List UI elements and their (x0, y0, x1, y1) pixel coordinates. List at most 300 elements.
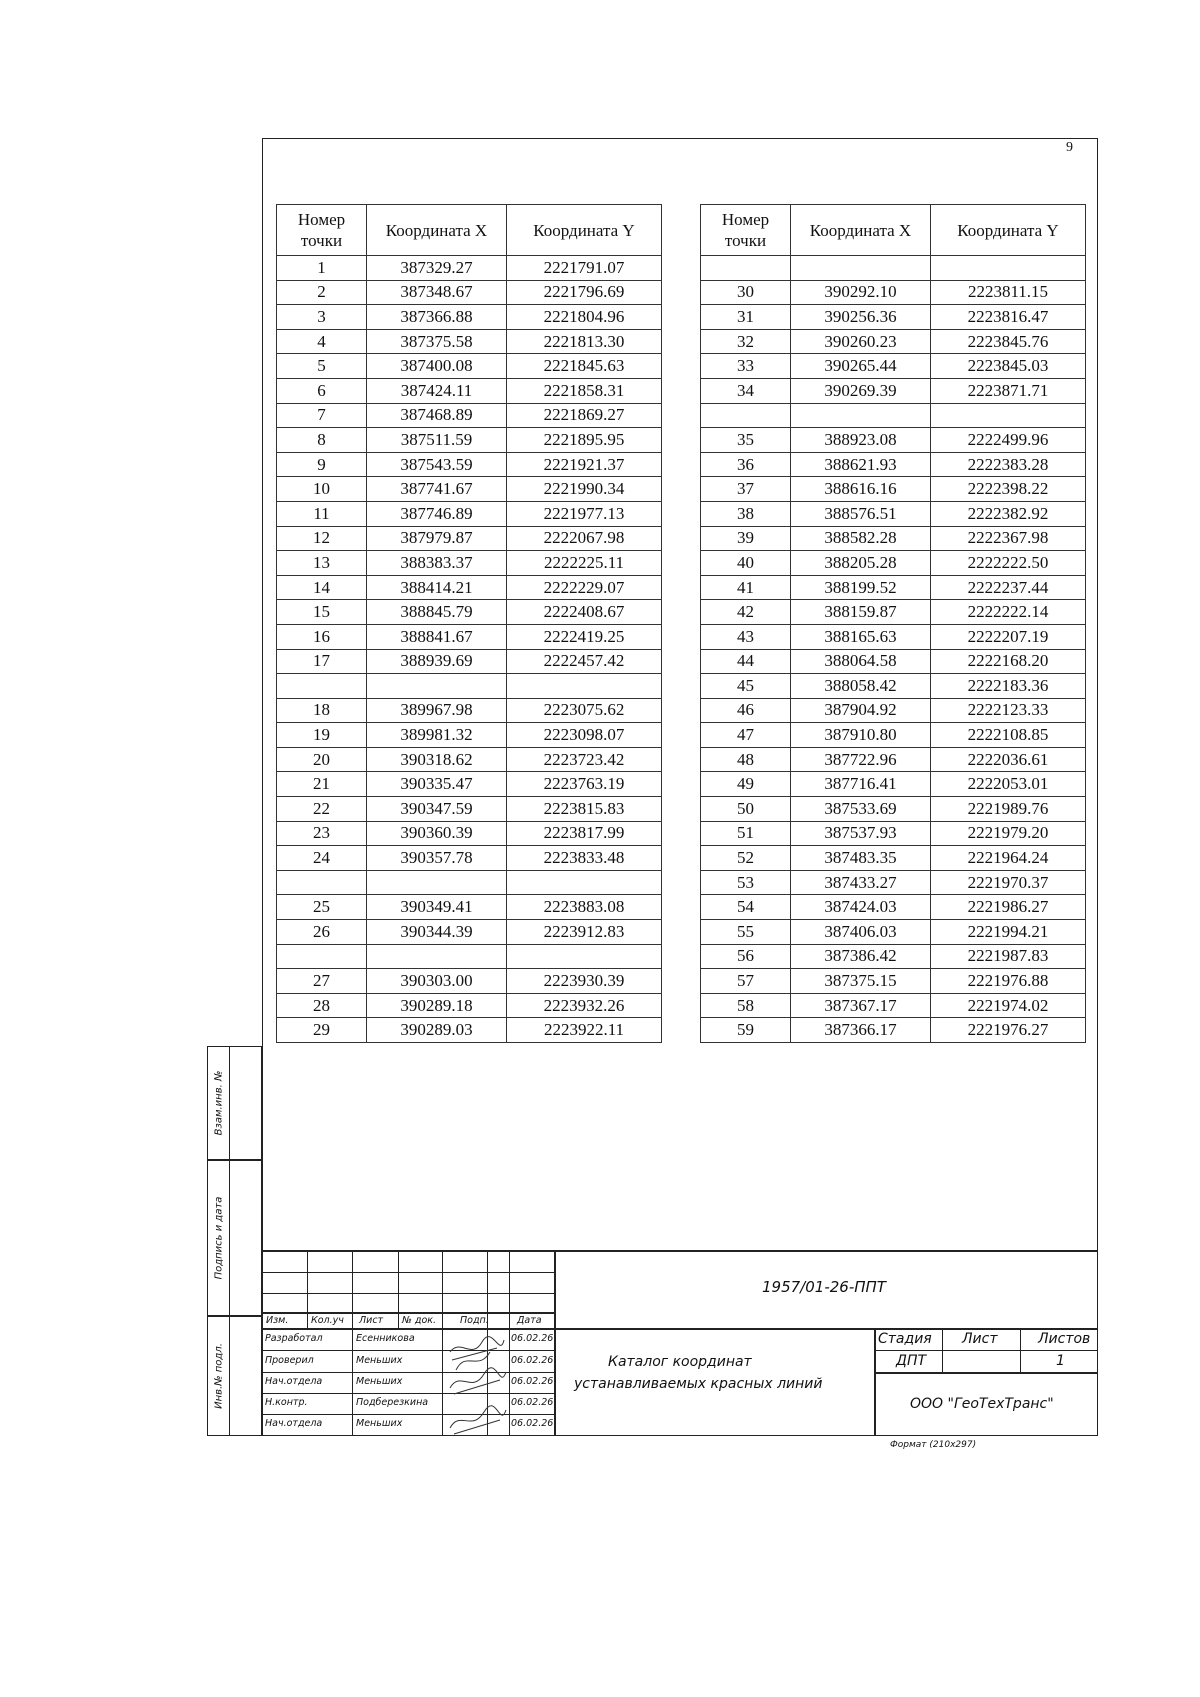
coord-y-cell: 2221987.83 (931, 944, 1086, 969)
coord-y-cell: 2221979.20 (931, 821, 1086, 846)
table-row (701, 920, 1086, 945)
table-row (701, 649, 1086, 674)
sheet-label: Лист (962, 1331, 998, 1347)
coord-x-cell: 387722.96 (791, 747, 931, 772)
table-row (277, 797, 662, 822)
table-row (701, 354, 1086, 379)
coord-x-cell: 390347.59 (367, 797, 507, 822)
coord-x-cell: 387375.15 (791, 969, 931, 994)
coord-x-cell: 388205.28 (791, 551, 931, 576)
coord-x-cell: 387910.80 (791, 723, 931, 748)
coord-x-cell: 387741.67 (367, 477, 507, 502)
point-number-cell: 54 (701, 895, 791, 920)
point-number-cell: 48 (701, 747, 791, 772)
coord-y-cell: 2221796.69 (507, 280, 662, 305)
coord-y-cell: 2221858.31 (507, 378, 662, 403)
point-number-cell: 10 (277, 477, 367, 502)
stage-value: ДПТ (896, 1353, 927, 1369)
table-row (277, 378, 662, 403)
coord-y-cell: 2222398.22 (931, 477, 1086, 502)
coord-y-cell: 2223815.83 (507, 797, 662, 822)
coord-y-cell: 2223763.19 (507, 772, 662, 797)
point-number-cell: 37 (701, 477, 791, 502)
role-3: Нач.отдела (265, 1376, 323, 1387)
point-number-cell: 41 (701, 575, 791, 600)
date-4: 06.02.26 (511, 1397, 554, 1408)
header-coord-y: Координата Y (507, 205, 662, 256)
point-number-cell: 17 (277, 649, 367, 674)
table-row (277, 870, 662, 895)
coord-x-cell: 390292.10 (791, 280, 931, 305)
coord-y-cell: 2221895.95 (507, 428, 662, 453)
table-row (701, 477, 1086, 502)
date-5: 06.02.26 (511, 1418, 554, 1429)
date-2: 06.02.26 (511, 1355, 554, 1366)
table-row (277, 477, 662, 502)
signature-scribble (442, 1330, 512, 1436)
point-number-cell: 55 (701, 920, 791, 945)
coord-y-cell (931, 403, 1086, 428)
coord-x-cell: 387386.42 (791, 944, 931, 969)
coord-x-cell: 388621.93 (791, 452, 931, 477)
coord-y-cell: 2221986.27 (931, 895, 1086, 920)
col-kol: Кол.уч (311, 1315, 344, 1326)
coord-x-cell: 387716.41 (791, 772, 931, 797)
table-row (701, 256, 1086, 281)
point-number-cell (701, 256, 791, 281)
coord-x-cell: 387375.58 (367, 329, 507, 354)
coord-y-cell: 2222183.36 (931, 674, 1086, 699)
table-row (277, 305, 662, 330)
table-row (701, 526, 1086, 551)
company-name: ООО "ГеоТехТранс" (910, 1396, 1054, 1412)
table-row (701, 551, 1086, 576)
coord-y-cell: 2223816.47 (931, 305, 1086, 330)
coord-x-cell: 388582.28 (791, 526, 931, 551)
coord-y-cell: 2221994.21 (931, 920, 1086, 945)
coord-x-cell: 387367.17 (791, 993, 931, 1018)
coord-y-cell: 2223098.07 (507, 723, 662, 748)
table-row (701, 772, 1086, 797)
role-1: Разработал (265, 1333, 323, 1344)
coord-x-cell (367, 944, 507, 969)
coord-y-cell: 2221845.63 (507, 354, 662, 379)
point-number-cell: 14 (277, 575, 367, 600)
table-header-row (277, 205, 662, 256)
coord-x-cell: 387746.89 (367, 501, 507, 526)
table-row (277, 895, 662, 920)
table-row (701, 305, 1086, 330)
table-row (701, 969, 1086, 994)
coord-x-cell: 390269.39 (791, 378, 931, 403)
coord-x-cell: 388414.21 (367, 575, 507, 600)
doc-title-line2: устанавливаемых красных линий (574, 1376, 823, 1392)
point-number-cell: 36 (701, 452, 791, 477)
coord-y-cell: 2222225.11 (507, 551, 662, 576)
coord-y-cell: 2222367.98 (931, 526, 1086, 551)
point-number-cell: 42 (701, 600, 791, 625)
coord-x-cell: 388165.63 (791, 624, 931, 649)
coord-y-cell: 2223930.39 (507, 969, 662, 994)
point-number-cell: 4 (277, 329, 367, 354)
table-row (277, 354, 662, 379)
point-number-cell: 8 (277, 428, 367, 453)
doc-code: 1957/01-26-ППТ (762, 1278, 886, 1296)
coord-y-cell: 2223932.26 (507, 993, 662, 1018)
point-number-cell: 49 (701, 772, 791, 797)
coord-x-cell (791, 256, 931, 281)
coord-y-cell: 2223871.71 (931, 378, 1086, 403)
point-number-cell: 51 (701, 821, 791, 846)
table-row (701, 624, 1086, 649)
coord-y-cell (507, 870, 662, 895)
point-number-cell (277, 674, 367, 699)
coord-x-cell: 388199.52 (791, 575, 931, 600)
coord-y-cell: 2222419.25 (507, 624, 662, 649)
point-number-cell: 6 (277, 378, 367, 403)
table-row (277, 501, 662, 526)
coord-x-cell: 388058.42 (791, 674, 931, 699)
coord-y-cell: 2222237.44 (931, 575, 1086, 600)
table-row (701, 1018, 1086, 1043)
point-number-cell: 2 (277, 280, 367, 305)
table-row (277, 624, 662, 649)
podpis-label: Подпись и дата (213, 1196, 224, 1280)
col-ndok: № док. (402, 1315, 437, 1326)
table-row (277, 329, 662, 354)
table-row (701, 600, 1086, 625)
table-row (277, 452, 662, 477)
point-number-cell: 11 (277, 501, 367, 526)
coord-y-cell: 2223833.48 (507, 846, 662, 871)
coord-x-cell: 390357.78 (367, 846, 507, 871)
vzam-label: Взам.инв. № (213, 1070, 224, 1136)
sheets-value: 1 (1056, 1353, 1065, 1369)
table-row (701, 993, 1086, 1018)
header-point-number: Номер точки (277, 205, 367, 256)
table-row (701, 378, 1086, 403)
table-row (277, 969, 662, 994)
table-row (701, 280, 1086, 305)
table-row (277, 723, 662, 748)
point-number-cell: 18 (277, 698, 367, 723)
coord-x-cell: 388383.37 (367, 551, 507, 576)
sheets-label: Листов (1038, 1331, 1091, 1347)
coord-x-cell: 390289.03 (367, 1018, 507, 1043)
point-number-cell: 34 (701, 378, 791, 403)
point-number-cell: 24 (277, 846, 367, 871)
table-row (277, 1018, 662, 1043)
table-row (277, 772, 662, 797)
coord-x-cell: 388939.69 (367, 649, 507, 674)
table-row (701, 674, 1086, 699)
coord-x-cell: 389967.98 (367, 698, 507, 723)
coord-y-cell: 2223912.83 (507, 920, 662, 945)
coordinates-table-left (276, 204, 662, 1043)
table-row (277, 993, 662, 1018)
name-3: Меньших (356, 1376, 403, 1387)
coord-y-cell: 2222053.01 (931, 772, 1086, 797)
point-number-cell: 44 (701, 649, 791, 674)
coord-y-cell: 2221869.27 (507, 403, 662, 428)
point-number-cell: 23 (277, 821, 367, 846)
coord-y-cell: 2222108.85 (931, 723, 1086, 748)
coord-x-cell: 387400.08 (367, 354, 507, 379)
point-number-cell: 13 (277, 551, 367, 576)
table-row (277, 821, 662, 846)
table-row (277, 551, 662, 576)
header-coord-y: Координата Y (931, 205, 1086, 256)
point-number-cell: 3 (277, 305, 367, 330)
point-number-cell: 40 (701, 551, 791, 576)
point-number-cell: 7 (277, 403, 367, 428)
coord-y-cell: 2221813.30 (507, 329, 662, 354)
coord-y-cell: 2221791.07 (507, 256, 662, 281)
table-row (277, 428, 662, 453)
coord-x-cell: 387424.03 (791, 895, 931, 920)
inv-cell (207, 1316, 262, 1436)
point-number-cell: 12 (277, 526, 367, 551)
table-row (277, 526, 662, 551)
coord-y-cell: 2222207.19 (931, 624, 1086, 649)
point-number-cell: 58 (701, 993, 791, 1018)
coord-y-cell: 2221921.37 (507, 452, 662, 477)
coord-y-cell: 2222036.61 (931, 747, 1086, 772)
title-block (262, 1250, 1098, 1436)
point-number-cell: 31 (701, 305, 791, 330)
point-number-cell (277, 870, 367, 895)
table-row (277, 920, 662, 945)
table-row (701, 797, 1086, 822)
name-4: Подберезкина (356, 1397, 429, 1408)
table-row (701, 575, 1086, 600)
coord-y-cell: 2221970.37 (931, 870, 1086, 895)
point-number-cell: 5 (277, 354, 367, 379)
table-row (277, 600, 662, 625)
table-row (277, 649, 662, 674)
coord-x-cell: 390289.18 (367, 993, 507, 1018)
point-number-cell: 59 (701, 1018, 791, 1043)
name-1: Есенникова (356, 1333, 415, 1344)
coord-y-cell: 2221964.24 (931, 846, 1086, 871)
point-number-cell: 29 (277, 1018, 367, 1043)
point-number-cell: 47 (701, 723, 791, 748)
coord-x-cell: 388159.87 (791, 600, 931, 625)
name-5: Меньших (356, 1418, 403, 1429)
point-number-cell: 30 (701, 280, 791, 305)
col-podp: Подп. (460, 1315, 489, 1326)
coord-y-cell (931, 256, 1086, 281)
header-coord-x: Координата X (791, 205, 931, 256)
side-strip (207, 1046, 262, 1436)
role-5: Нач.отдела (265, 1418, 323, 1429)
coord-x-cell: 387433.27 (791, 870, 931, 895)
coord-x-cell: 387468.89 (367, 403, 507, 428)
coord-y-cell: 2223883.08 (507, 895, 662, 920)
point-number-cell: 38 (701, 501, 791, 526)
point-number-cell: 22 (277, 797, 367, 822)
table-header-row (701, 205, 1086, 256)
coord-x-cell: 387329.27 (367, 256, 507, 281)
coord-y-cell: 2221976.88 (931, 969, 1086, 994)
table-row (701, 723, 1086, 748)
coord-x-cell: 387537.93 (791, 821, 931, 846)
coord-y-cell: 2222168.20 (931, 649, 1086, 674)
format-label: Формат (210х297) (890, 1440, 977, 1450)
coord-y-cell: 2223922.11 (507, 1018, 662, 1043)
point-number-cell: 35 (701, 428, 791, 453)
stage-label: Стадия (878, 1331, 932, 1347)
coord-x-cell: 387406.03 (791, 920, 931, 945)
coord-x-cell (367, 674, 507, 699)
coord-x-cell: 387904.92 (791, 698, 931, 723)
table-row (701, 698, 1086, 723)
coord-x-cell: 387979.87 (367, 526, 507, 551)
table-row (701, 329, 1086, 354)
coord-x-cell: 390318.62 (367, 747, 507, 772)
coord-y-cell: 2221974.02 (931, 993, 1086, 1018)
point-number-cell: 25 (277, 895, 367, 920)
point-number-cell: 9 (277, 452, 367, 477)
point-number-cell: 15 (277, 600, 367, 625)
coord-x-cell: 390303.00 (367, 969, 507, 994)
page-number: 9 (1066, 140, 1073, 155)
coord-y-cell: 2223811.15 (931, 280, 1086, 305)
coord-x-cell: 389981.32 (367, 723, 507, 748)
col-list: Лист (359, 1315, 384, 1326)
table-row (277, 674, 662, 699)
coord-x-cell: 390344.39 (367, 920, 507, 945)
point-number-cell: 26 (277, 920, 367, 945)
point-number-cell: 28 (277, 993, 367, 1018)
coord-y-cell: 2222123.33 (931, 698, 1086, 723)
point-number-cell: 46 (701, 698, 791, 723)
coord-x-cell: 390265.44 (791, 354, 931, 379)
coord-x-cell: 390349.41 (367, 895, 507, 920)
table-row (701, 895, 1086, 920)
point-number-cell: 39 (701, 526, 791, 551)
vzam-cell (207, 1046, 262, 1160)
role-4: Н.контр. (265, 1397, 308, 1408)
point-number-cell: 19 (277, 723, 367, 748)
coordinates-table-right (700, 204, 1086, 1043)
coord-x-cell: 387483.35 (791, 846, 931, 871)
coord-x-cell: 390260.23 (791, 329, 931, 354)
table-row (701, 452, 1086, 477)
podpis-cell (207, 1160, 262, 1316)
point-number-cell: 45 (701, 674, 791, 699)
table-row (277, 747, 662, 772)
coord-x-cell (791, 403, 931, 428)
coord-x-cell: 387348.67 (367, 280, 507, 305)
header-point-number: Номер точки (701, 205, 791, 256)
coord-y-cell: 2222499.96 (931, 428, 1086, 453)
coord-y-cell: 2221804.96 (507, 305, 662, 330)
coord-y-cell: 2222222.50 (931, 551, 1086, 576)
coord-y-cell: 2221989.76 (931, 797, 1086, 822)
table-row (701, 821, 1086, 846)
name-2: Меньших (356, 1355, 403, 1366)
coord-y-cell: 2223845.03 (931, 354, 1086, 379)
coord-y-cell (507, 674, 662, 699)
coord-x-cell: 390335.47 (367, 772, 507, 797)
coord-y-cell (507, 944, 662, 969)
coord-x-cell: 387366.17 (791, 1018, 931, 1043)
role-2: Проверил (265, 1355, 314, 1366)
table-row (701, 846, 1086, 871)
point-number-cell: 57 (701, 969, 791, 994)
point-number-cell: 16 (277, 624, 367, 649)
table-row (701, 944, 1086, 969)
point-number-cell: 32 (701, 329, 791, 354)
coord-x-cell: 390360.39 (367, 821, 507, 846)
coord-x-cell: 387543.59 (367, 452, 507, 477)
header-coord-x: Координата X (367, 205, 507, 256)
point-number-cell: 43 (701, 624, 791, 649)
point-number-cell: 33 (701, 354, 791, 379)
coord-x-cell: 388616.16 (791, 477, 931, 502)
point-number-cell (277, 944, 367, 969)
point-number-cell (701, 403, 791, 428)
point-number-cell: 56 (701, 944, 791, 969)
coord-x-cell: 388841.67 (367, 624, 507, 649)
coord-y-cell: 2223845.76 (931, 329, 1086, 354)
point-number-cell: 52 (701, 846, 791, 871)
table-row (701, 870, 1086, 895)
table-row (701, 501, 1086, 526)
coord-y-cell: 2222382.92 (931, 501, 1086, 526)
coord-y-cell: 2223075.62 (507, 698, 662, 723)
date-3: 06.02.26 (511, 1376, 554, 1387)
point-number-cell: 50 (701, 797, 791, 822)
coord-y-cell: 2223723.42 (507, 747, 662, 772)
table-row (701, 747, 1086, 772)
coord-x-cell: 387424.11 (367, 378, 507, 403)
table-row (277, 944, 662, 969)
coord-x-cell (367, 870, 507, 895)
coord-x-cell: 390256.36 (791, 305, 931, 330)
point-number-cell: 21 (277, 772, 367, 797)
point-number-cell: 20 (277, 747, 367, 772)
coord-y-cell: 2221977.13 (507, 501, 662, 526)
coord-x-cell: 388064.58 (791, 649, 931, 674)
point-number-cell: 53 (701, 870, 791, 895)
table-row (277, 403, 662, 428)
inv-label: Инв.№ подл. (213, 1343, 224, 1409)
doc-title-line1: Каталог координат (608, 1354, 752, 1370)
coord-y-cell: 2223817.99 (507, 821, 662, 846)
coord-y-cell: 2222067.98 (507, 526, 662, 551)
date-1: 06.02.26 (511, 1333, 554, 1344)
table-row (701, 403, 1086, 428)
coord-x-cell: 388845.79 (367, 600, 507, 625)
point-number-cell: 27 (277, 969, 367, 994)
table-row (277, 280, 662, 305)
coord-y-cell: 2221976.27 (931, 1018, 1086, 1043)
table-row (277, 698, 662, 723)
coord-y-cell: 2221990.34 (507, 477, 662, 502)
table-row (277, 575, 662, 600)
table-row (701, 428, 1086, 453)
coord-y-cell: 2222457.42 (507, 649, 662, 674)
table-row (277, 846, 662, 871)
col-data: Дата (517, 1315, 542, 1326)
coord-x-cell: 387366.88 (367, 305, 507, 330)
coord-x-cell: 387533.69 (791, 797, 931, 822)
coord-y-cell: 2222383.28 (931, 452, 1086, 477)
coord-x-cell: 387511.59 (367, 428, 507, 453)
coord-y-cell: 2222229.07 (507, 575, 662, 600)
